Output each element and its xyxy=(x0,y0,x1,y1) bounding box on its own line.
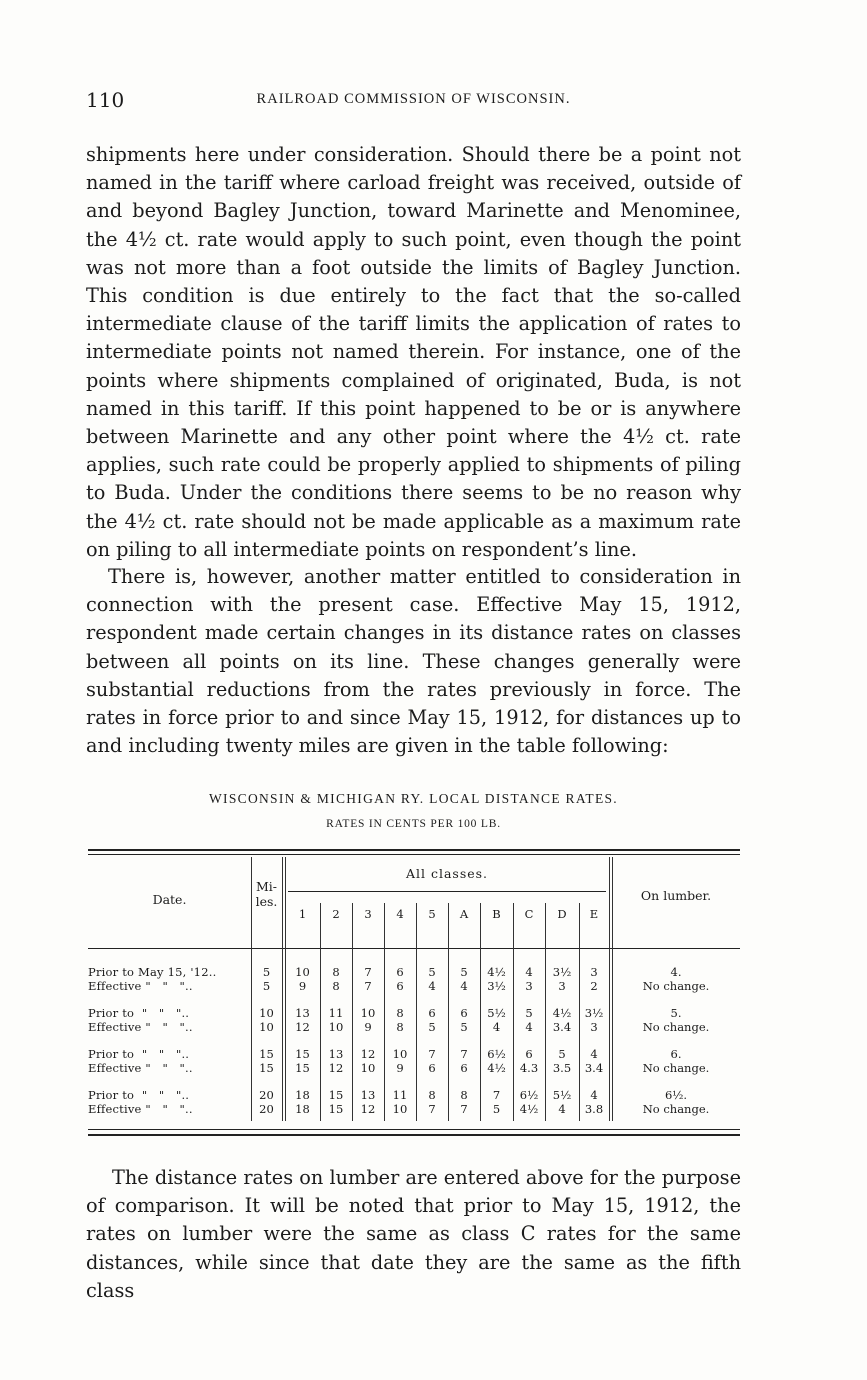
rate-cell: 6 xyxy=(460,1061,468,1075)
rate-cell: 3 xyxy=(590,1020,598,1034)
rate-cell: 6 xyxy=(396,979,404,993)
row-lumber: No change. xyxy=(642,1020,710,1034)
rate-cell: 7 xyxy=(460,1102,468,1116)
table-bottom-rule xyxy=(88,1129,740,1130)
rate-cell: 7 xyxy=(364,965,372,979)
rate-cell: 10 xyxy=(360,1006,376,1020)
rate-cell: 3.8 xyxy=(584,1102,604,1116)
rate-cell: 4 xyxy=(460,979,468,993)
rate-cell: 10 xyxy=(328,1020,344,1034)
class-column-header: 3 xyxy=(364,907,372,921)
rate-cell: 3½ xyxy=(552,965,572,979)
rate-cell: 9 xyxy=(364,1020,372,1034)
rate-cell: 5 xyxy=(460,965,468,979)
row-date: Prior to " " ".. xyxy=(88,1088,190,1102)
rate-cell: 13 xyxy=(360,1088,376,1102)
row-lumber: 4. xyxy=(670,965,682,979)
column-rule xyxy=(609,857,610,1121)
rate-cell: 3.4 xyxy=(584,1061,604,1075)
rate-cell: 10 xyxy=(392,1047,408,1061)
page-number: 110 xyxy=(86,88,125,112)
table-subtitle: RATES IN CENTS PER 100 LB. xyxy=(326,818,501,830)
body-paragraph: The distance rates on lumber are entered above for the purpose of comparison. It will be noted that prior to May 15, 1912, the rates on lumber were the same as class C rates for the same distances, while since that date they are the same as the fifth class xyxy=(86,1166,741,1302)
row-miles: 10 xyxy=(259,1006,274,1020)
rate-cell: 4 xyxy=(590,1047,598,1061)
rate-cell: 7 xyxy=(428,1102,436,1116)
rate-cell: 6 xyxy=(428,1061,436,1075)
rate-cell: 15 xyxy=(328,1102,344,1116)
row-date: Effective " " ".. xyxy=(88,1102,193,1116)
rate-cell: 3.5 xyxy=(552,1061,572,1075)
class-column-header: 2 xyxy=(332,907,340,921)
rate-cell: 4½ xyxy=(519,1102,539,1116)
rate-cell: 5 xyxy=(525,1006,533,1020)
rate-cell: 7 xyxy=(364,979,372,993)
rate-cell: 11 xyxy=(392,1088,408,1102)
rate-cell: 15 xyxy=(295,1047,310,1061)
row-lumber: No change. xyxy=(642,1061,710,1075)
rate-cell: 4 xyxy=(492,1020,501,1034)
rate-cell: 18 xyxy=(295,1102,310,1116)
row-date: Effective " " ".. xyxy=(88,1020,193,1034)
rate-cell: 4½ xyxy=(487,965,506,979)
rate-cell: 3.4 xyxy=(552,1020,572,1034)
row-miles: 15 xyxy=(259,1047,274,1061)
rate-cell: 8 xyxy=(332,965,340,979)
rate-cell: 13 xyxy=(295,1006,310,1020)
rate-cell: 5 xyxy=(492,1102,501,1116)
rate-cell: 5½ xyxy=(552,1088,572,1102)
miles-column-header: Mi- les. xyxy=(255,879,278,909)
rate-cell: 9 xyxy=(298,979,307,993)
rate-cell: 8 xyxy=(332,979,340,993)
rate-cell: 3 xyxy=(525,979,533,993)
rate-cell: 12 xyxy=(360,1047,376,1061)
row-miles: 20 xyxy=(259,1088,274,1102)
row-lumber: 6½. xyxy=(664,1088,688,1102)
class-column-header: C xyxy=(524,907,534,921)
rate-cell: 5 xyxy=(460,1020,468,1034)
rate-cell: 4 xyxy=(428,979,436,993)
rate-cell: 15 xyxy=(328,1088,344,1102)
rate-cell: 9 xyxy=(396,1061,404,1075)
rate-cell: 4½ xyxy=(552,1006,572,1020)
rate-cell: 8 xyxy=(460,1088,468,1102)
rate-cell: 5½ xyxy=(487,1006,506,1020)
rate-cell: 7 xyxy=(460,1047,468,1061)
table-top-rule xyxy=(88,854,740,855)
rate-cell: 6 xyxy=(525,1047,533,1061)
rate-table xyxy=(88,849,740,1137)
rate-cell: 6½ xyxy=(487,1047,506,1061)
date-column-header: Date. xyxy=(152,892,187,907)
lumber-column-header: On lumber. xyxy=(640,888,712,903)
row-miles: 10 xyxy=(259,1020,274,1034)
rate-cell: 5 xyxy=(428,965,436,979)
rate-cell: 13 xyxy=(328,1047,344,1061)
row-miles: 15 xyxy=(259,1061,274,1075)
rate-cell: 8 xyxy=(396,1020,404,1034)
rate-cell: 11 xyxy=(328,1006,344,1020)
class-column-header: 5 xyxy=(428,907,436,921)
row-lumber: 5. xyxy=(670,1006,682,1020)
rate-cell: 4 xyxy=(525,965,533,979)
rate-cell: 6 xyxy=(428,1006,436,1020)
table-bottom-rule xyxy=(88,1134,740,1136)
rate-cell: 12 xyxy=(328,1061,344,1075)
rate-cell: 4.3 xyxy=(519,1061,539,1075)
row-lumber: No change. xyxy=(642,1102,710,1116)
rate-cell: 8 xyxy=(396,1006,404,1020)
class-column-header: B xyxy=(492,907,501,921)
rate-cell: 7 xyxy=(492,1088,501,1102)
row-date: Prior to " " ".. xyxy=(88,1047,190,1061)
row-miles: 5 xyxy=(262,965,271,979)
body-paragraph: shipments here under consideration. Should there be a point not named in the tariff where carload freight was received, outside of and beyond Bagley Junction, toward Marinette and Menominee, the 4½ ct. rate would apply to such point, even though the point was not more than a foot outside the limits of Bagley Junction. This condition is due entirely to the fact that the so-called intermediate clause of the tariff limits the application of rates to intermediate points not named therein. For instance, one of the points where shipments complained of originated, Buda, is not named in this tariff. If this point happened to be or is anywhere between Marinette and any other point where the 4½ ct. rate applies, such rate could be properly applied to shipments of piling to Buda. Under the conditions there seems to be no reason why the 4½ ct. rate should not be made applicable as a maximum rate on piling to all intermediate points on respondent’s line. xyxy=(86,143,741,561)
class-column-header: D xyxy=(557,907,567,921)
running-title: RAILROAD COMMISSION OF WISCONSIN. xyxy=(256,91,571,107)
rate-cell: 7 xyxy=(428,1047,436,1061)
rate-cell: 2 xyxy=(590,979,598,993)
row-lumber: No change. xyxy=(642,979,710,993)
rate-cell: 8 xyxy=(428,1088,436,1102)
row-date: Prior to May 15, '12.. xyxy=(88,965,217,979)
page-header xyxy=(86,88,741,112)
rate-cell: 5 xyxy=(558,1047,566,1061)
rate-cell: 10 xyxy=(295,965,310,979)
rate-cell: 4 xyxy=(590,1088,598,1102)
column-rule xyxy=(282,857,283,1121)
rate-cell: 18 xyxy=(295,1088,310,1102)
rate-cell: 15 xyxy=(295,1061,310,1075)
rate-cell: 3½ xyxy=(584,1006,604,1020)
row-miles: 5 xyxy=(262,979,271,993)
rate-cell: 6 xyxy=(460,1006,468,1020)
class-column-header: 4 xyxy=(396,907,404,921)
row-miles: 20 xyxy=(259,1102,274,1116)
body-paragraph: There is, however, another matter entitled to consideration in connection with the present case. Effective May 15, 1912, respondent made certain changes in its distance rates on classes between all points on its line. These changes generally were substantial reductions from the rates previously in force. The rates in force prior to and since May 15, 1912, for distances up to and including twenty miles are given in the table following: xyxy=(86,565,741,758)
rate-cell: 3 xyxy=(558,979,566,993)
table-top-rule xyxy=(88,849,740,851)
rate-cell: 12 xyxy=(295,1020,310,1034)
classes-divider xyxy=(288,891,606,892)
rate-cell: 12 xyxy=(360,1102,376,1116)
rate-cell: 5 xyxy=(428,1020,436,1034)
header-divider xyxy=(88,948,740,949)
class-column-header: 1 xyxy=(298,907,307,921)
row-lumber: 6. xyxy=(670,1047,682,1061)
rate-cell: 4 xyxy=(558,1102,566,1116)
all-classes-header: All classes. xyxy=(405,866,489,881)
row-date: Effective " " ".. xyxy=(88,1061,193,1075)
rate-cell: 6 xyxy=(396,965,404,979)
class-column-header: A xyxy=(459,907,469,921)
table-title: WISCONSIN & MICHIGAN RY. LOCAL DISTANCE RATES. xyxy=(209,791,618,806)
row-date: Prior to " " ".. xyxy=(88,1006,190,1020)
rate-cell: 4½ xyxy=(487,1061,506,1075)
rate-cell: 3½ xyxy=(487,979,506,993)
class-column-header: E xyxy=(589,907,599,921)
rate-cell: 3 xyxy=(590,965,598,979)
rate-cell: 6½ xyxy=(519,1088,539,1102)
row-date: Effective " " ".. xyxy=(88,979,193,993)
rate-cell: 4 xyxy=(525,1020,533,1034)
rate-cell: 10 xyxy=(392,1102,408,1116)
rate-cell: 10 xyxy=(360,1061,376,1075)
